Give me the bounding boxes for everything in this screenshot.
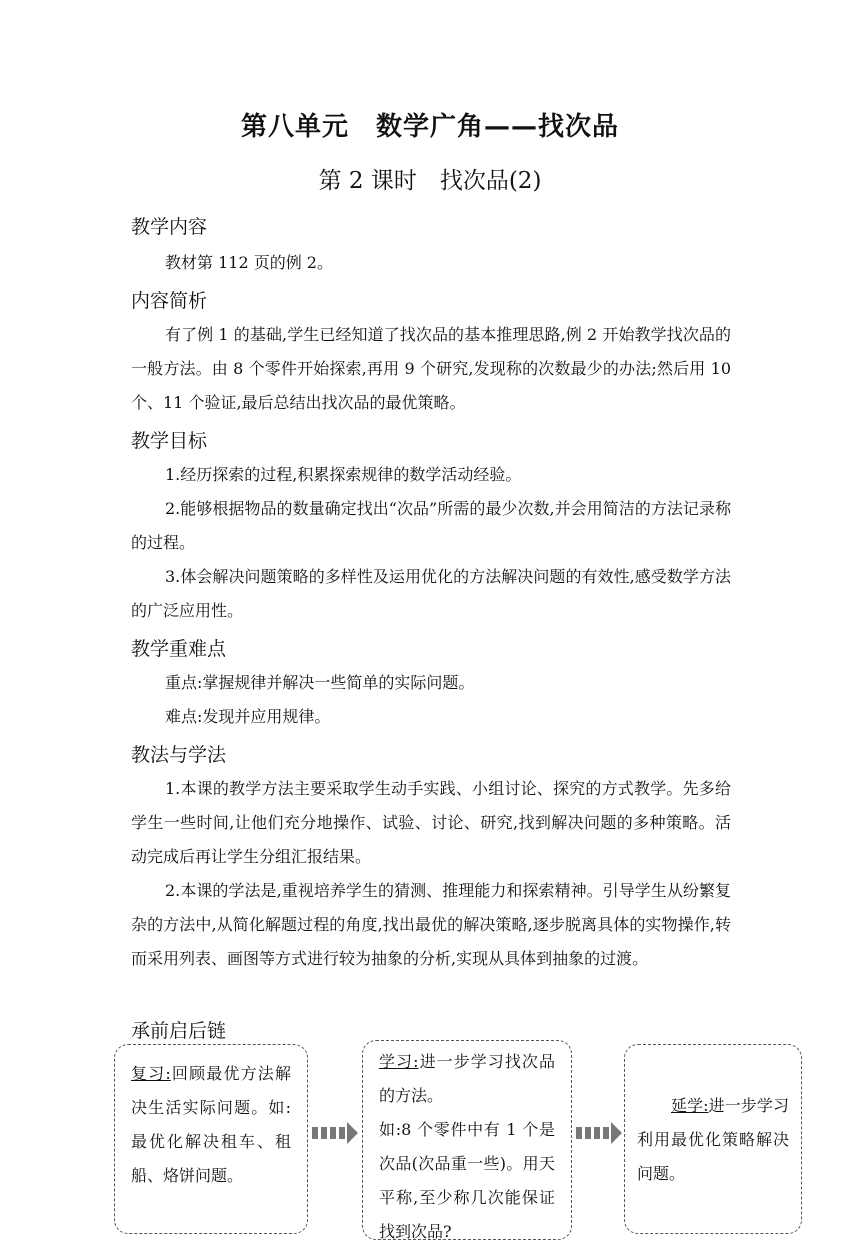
heading-links: 承前启后链 (131, 1020, 227, 1042)
review-text: 回顾最优方法解决生活实际问题。如:最优化解决租车、租船、烙饼问题。 (131, 1064, 291, 1185)
extend-content (637, 1089, 789, 1191)
arrow-right-icon (576, 1122, 624, 1144)
study-box (362, 1040, 572, 1240)
heading-content: 教学内容 (131, 216, 208, 238)
goal-item-1: 1.经历探索的过程,积累探索规律的数学活动经验。 (165, 465, 522, 484)
heading-key-points: 教学重难点 (131, 638, 227, 660)
study-content (379, 1045, 555, 1113)
extend-box (624, 1044, 802, 1234)
content-text: 教材第 112 页的例 2。 (165, 253, 333, 272)
heading-methods: 教法与学法 (131, 744, 227, 766)
extend-text: 进一步学习利用最优化策略解决问题。 (637, 1096, 789, 1183)
review-box (114, 1044, 308, 1234)
extend-label: 延学: (671, 1096, 709, 1115)
arrow-right-icon (312, 1122, 360, 1144)
goal-item-3: 3.体会解决问题策略的多样性及运用优化的方法解决问题的有效性,感受数学方法的广泛应用性。 (131, 567, 731, 620)
review-label: 复习: (131, 1064, 171, 1083)
review-content (131, 1057, 291, 1193)
analysis-text: 有了例 1 的基础,学生已经知道了找次品的基本推理思路,例 2 开始教学找次品的一般方法。由 8 个零件开始探索,再用 9 个研究,发现称的次数最少的办法;然后用 10 个、11 个验证,最后总结出找次品的最优策略。 (131, 325, 731, 412)
method-item-2: 2.本课的学法是,重视培养学生的猜测、推理能力和探索精神。引导学生从纷繁复杂的方法中,从简化解题过程的角度,找出最优的解决策略,逐步脱离具体的实物操作,转而采用列表、画图等方式进行较为抽象的分析,实现从具体到抽象的过渡。 (131, 881, 731, 968)
key-point-2: 难点:发现并应用规律。 (165, 707, 331, 726)
heading-analysis: 内容简析 (131, 290, 208, 312)
unit-title: 第八单元 数学广角——找次品 (240, 112, 619, 142)
method-item-1: 1.本课的教学方法主要采取学生动手实践、小组讨论、探究的方式教学。先多给学生一些时间,让他们充分地操作、试验、讨论、研究,找到解决问题的多种策略。活动完成后再让学生分组汇报结果。 (131, 779, 731, 866)
goal-item-2: 2.能够根据物品的数量确定找出“次品”所需的最少次数,并会用简洁的方法记录称的过程。 (131, 499, 731, 552)
lesson-subtitle: 第 2 课时 找次品(2) (318, 168, 542, 194)
key-point-1: 重点:掌握规律并解决一些简单的实际问题。 (165, 673, 475, 692)
study-example: 如:8 个零件中有 1 个是次品(次品重一些)。用天平称,至少称几次能保证找到次品? (379, 1120, 555, 1240)
study-label: 学习: (379, 1052, 419, 1071)
heading-goals: 教学目标 (131, 430, 208, 452)
study-text: 进一步学习找次品的方法。 (379, 1052, 555, 1105)
